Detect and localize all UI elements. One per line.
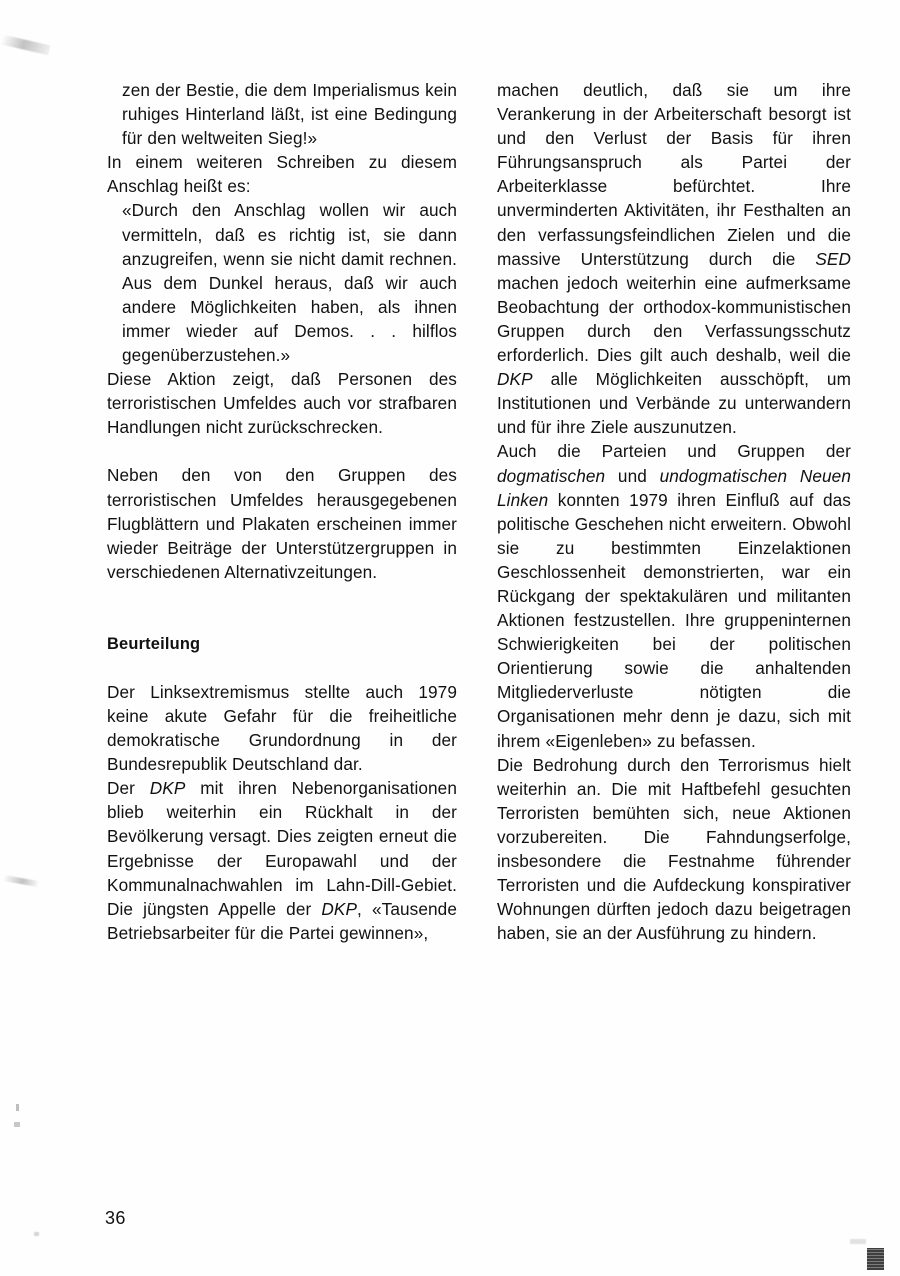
paragraph-flugblaetter: Neben den von den Gruppen des terroristischen Umfeldes herausgegebenen Flugblättern und Plakaten erscheinen immer wieder Beiträge der Unterstützergruppen in verschiedenen Alternativzeitungen. [107, 465, 457, 582]
paragraph-quote-bestie: zen der Bestie, die dem Imperialismus kein ruhiges Hinterland läßt, ist eine Bedingung für den weltweiten Sieg!» [122, 80, 457, 149]
italic-term: dogmatischen [497, 465, 606, 486]
scan-corner-faint-artifact [850, 1239, 866, 1244]
scan-corner-barcode-artifact [867, 1248, 884, 1270]
paragraph-verankerung-arbeiterschaft: machen deutlich, daß sie um ihre Verankerung in der Arbeiterschaft besorgt ist und den Verlust der Basis für ihren Führungsanspruch als Partei der Arbeiterklasse befürchtet. Ihre unverminderten Aktivitäten, ihr Festhalten an den verfassungsfeindlichen Zielen und die massive Unterstützung durch die SED machen jedoch weiterhin eine aufmerksame Beobachtung der orthodox-kommunistischen Gruppen durch den Verfassungsschutz erforderlich. Dies gilt auch deshalb, weil die DKP alle Möglichkeiten ausschöpft, um Institutionen und Verbände zu unterwandern und für ihre Ziele auszunutzen. [497, 80, 851, 438]
italic-term: DKP [321, 898, 358, 919]
scan-speck-artifact-a [16, 1104, 19, 1111]
page-number: 36 [105, 1208, 126, 1228]
italic-term: DKP [497, 369, 533, 390]
italic-term: undogmatischen Neuen Linken [497, 465, 851, 510]
italic-term: SED [815, 248, 851, 269]
scan-speck-artifact-b [14, 1122, 20, 1127]
paragraph-intro-schreiben: In einem weiteren Schreiben zu diesem Anschlag heißt es: [107, 152, 457, 197]
paragraph-aktion-zeigt: Diese Aktion zeigt, daß Personen des terroristischen Umfeldes auch vor strafbaren Handlungen nicht zurückschrecken. [107, 369, 457, 438]
italic-term: DKP [149, 778, 186, 799]
paragraph-neue-linke: Auch die Parteien und Gruppen der dogmatischen und undogmatischen Neuen Linken konnten 1979 ihren Einfluß auf das politische Geschehen nicht erweitern. Obwohl sie zu bestimmten Einzelaktionen Geschlossenheit demonstrierten, war ein Rückgang der spektakulären und militanten Aktionen festzustellen. Ihre gruppeninternen Schwierigkeiten bei der politischen Orientierung sowie die anhaltenden Mitgliederverluste nötigten die Organisationen mehr denn je dazu, sich mit ihrem «Eigenleben» zu befassen. [497, 441, 851, 751]
paragraph-terrorismus-bedrohung: Die Bedrohung durch den Terrorismus hielt weiterhin an. Die mit Haftbefehl gesuchten Terroristen bemühten sich, neue Aktionen vorzubereiten. Die Fahndungserfolge, insbesondere die Festnahme führender Terroristen und die Aufdeckung konspirativer Wohnungen dürften jedoch dazu beigetragen haben, sie an der Ausführung zu hindern. [497, 754, 851, 944]
paragraph-linksextremismus: Der Linksextremismus stellte auch 1979 keine akute Gefahr für die freiheitliche demokratische Grundordnung in der Bundesrepublik Deutschland dar. [107, 681, 457, 775]
paragraph-quote-anschlag: «Durch den Anschlag wollen wir auch vermitteln, daß es richtig ist, sie dann anzugreifen, wenn sie nicht damit rechnen. Aus dem Dunkel heraus, daß wir auch andere Möglichkeiten haben, als ihnen immer wieder auf Demos. . . hilflos gegenüberzustehen.» [122, 200, 457, 366]
left-text-column [107, 78, 457, 945]
scan-smudge-artifact-middle [4, 875, 39, 887]
section-heading-beurteilung: Beurteilung [107, 634, 201, 653]
paragraph-dkp-nebenorganisationen: Der DKP mit ihren Nebenorganisationen blieb weiterhin ein Rückhalt in der Bevölkerung versagt. Dies zeigten erneut die Ergebnisse der Europawahl und der Kommunalnachwahlen im Lahn-Dill-Gebiet. Die jüngsten Appelle der DKP, «Tausende Betriebsarbeiter für die Partei gewinnen», [107, 778, 457, 943]
scan-smudge-artifact-top [1, 35, 50, 56]
right-text-column [497, 78, 851, 945]
scan-speck-artifact-c [34, 1232, 39, 1236]
